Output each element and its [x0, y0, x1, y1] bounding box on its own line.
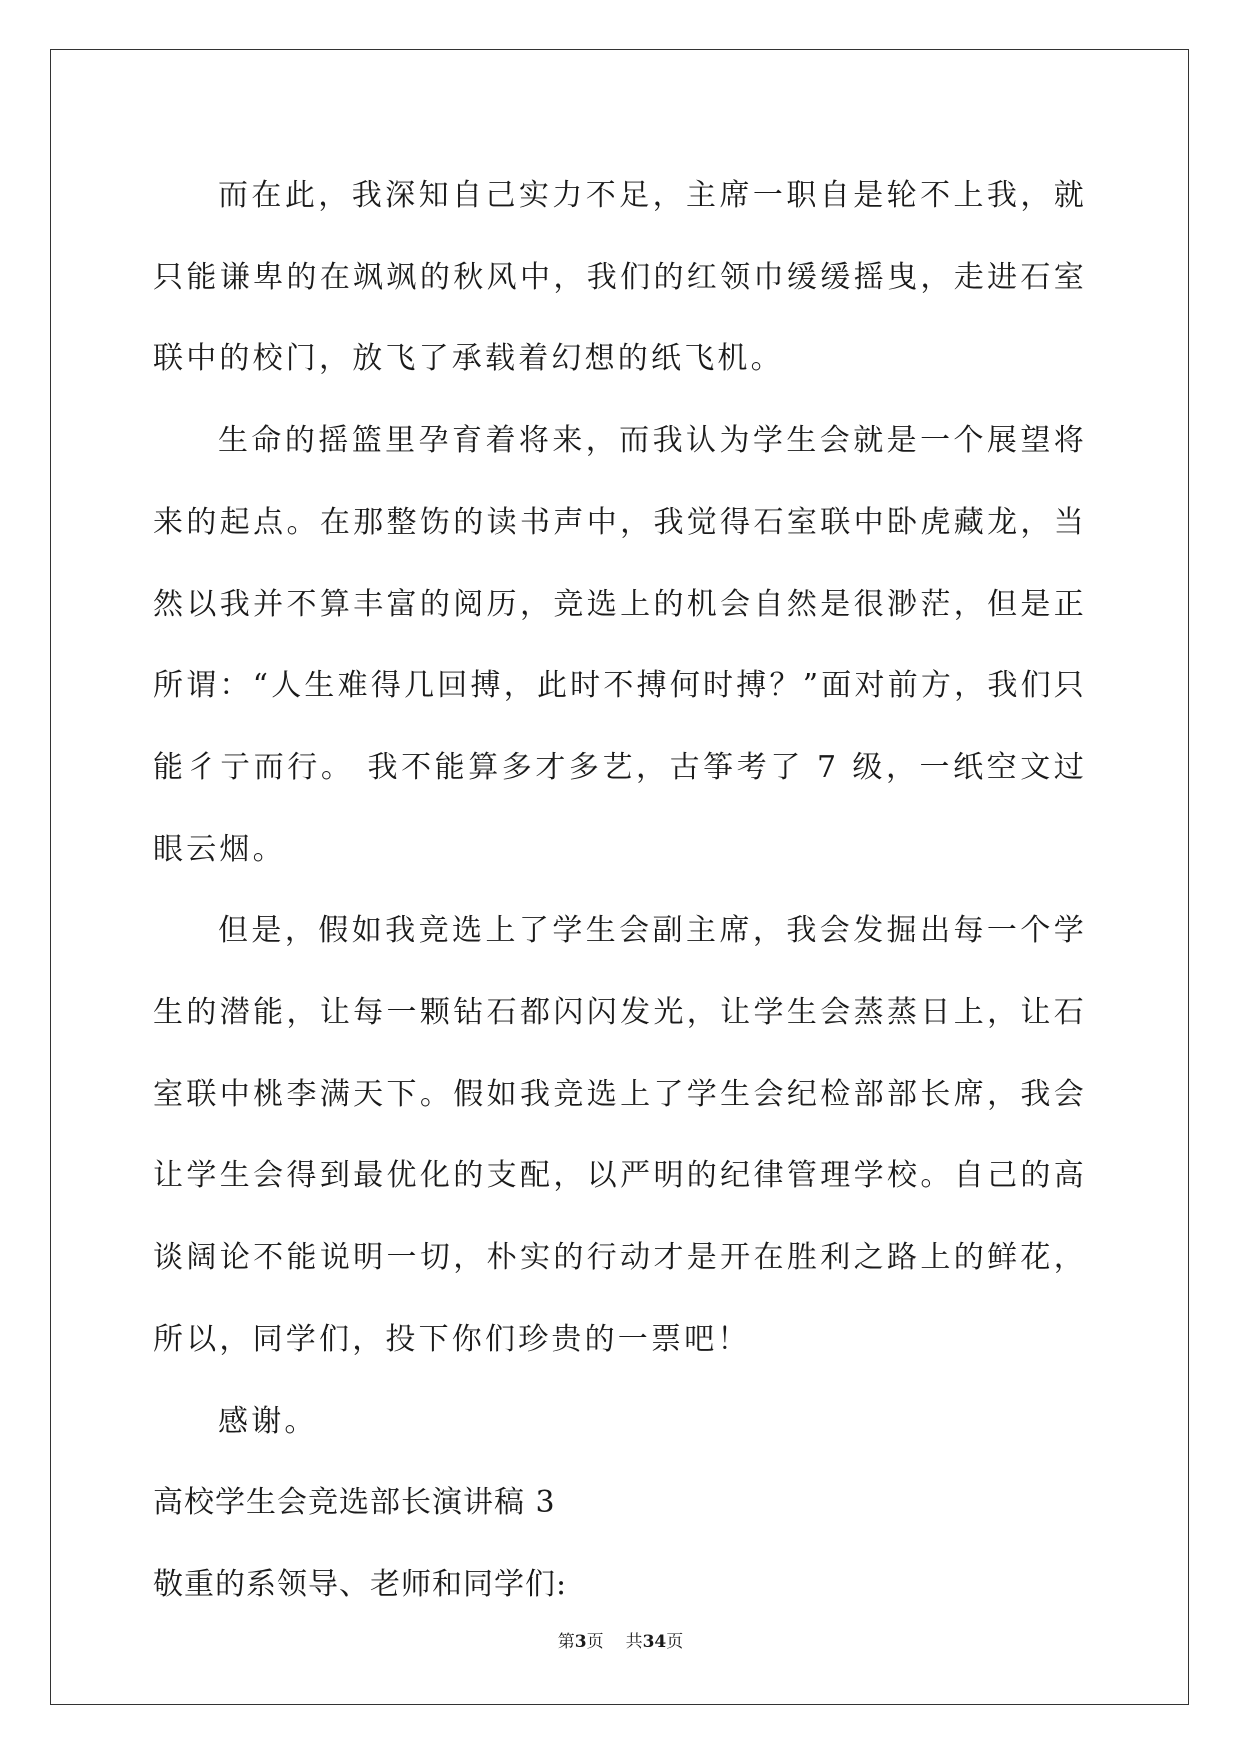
paragraph-2: 生命的摇篮里孕育着将来，而我认为学生会就是一个展望将来的起点。在那整饬的读书声中，我觉得石室联中卧虎藏龙，当然以我并不算丰富的阅历，竞选上的机会自然是很渺茫，但是正所谓：“人生难得几回搏，此时不搏何时搏？”面对前方，我们只能彳亍而行。 我不能算多才多艺，古筝考了 7 级，一纸空文过眼云烟。: [153, 423, 1087, 867]
paragraph-1: 而在此，我深知自己实力不足，主席一职自是轮不上我，就只能谦卑的在飒飒的秋风中，我们的红领巾缓缓摇曳，走进石室联中的校门，放飞了承载着幻想的纸飞机。: [153, 178, 1087, 377]
page-prefix: 第: [557, 1632, 575, 1652]
paragraph-4: 感谢。: [218, 1403, 318, 1439]
total-unit: 页: [666, 1632, 684, 1652]
section-title: 高校学生会竞选部长演讲稿 3: [153, 1485, 556, 1521]
document-body: [153, 155, 1087, 1626]
total-prefix: 共: [625, 1632, 643, 1652]
total-page-count: 34: [642, 1632, 667, 1652]
paragraph-3: 但是，假如我竞选上了学生会副主席，我会发掘出每一个学生的潜能，让每一颗钻石都闪闪发光，让学生会蒸蒸日上，让石室联中桃李满天下。假如我竞选上了学生会纪检部部长席，我会让学生会得到最优化的支配，以严明的纪律管理学校。自己的高谈阔论不能说明一切，朴实的行动才是开在胜利之路上的鲜花，所以，同学们，投下你们珍贵的一票吧！: [153, 913, 1087, 1357]
page-unit: 页: [586, 1632, 604, 1652]
salutation: 敬重的系领导、老师和同学们:: [153, 1566, 568, 1602]
page-footer: [0, 1627, 1241, 1652]
current-page-number: 3: [574, 1632, 587, 1652]
